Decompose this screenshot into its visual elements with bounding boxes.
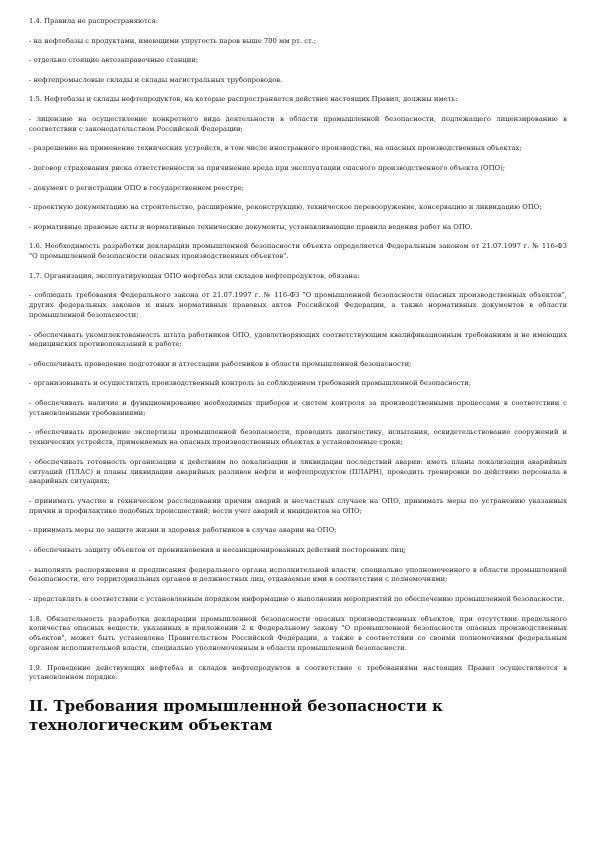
paragraph: - на нефтебазы с продуктами, имеющими упругость паров выше 700 мм рт. ст.; (29, 36, 317, 45)
paragraph: - лицензию на осуществление конкретного вида деятельности в области промышленной безопасности, подлежащего лицензированию в соответствии с законодательством Российской Федерации; (29, 114, 567, 133)
paragraph: - обеспечивать проведение подготовки и аттестации работников в области промышленной безопасности; (29, 359, 412, 368)
document-body (29, 17, 567, 683)
paragraph: 1.7. Организация, эксплуатирующая ОПО нефтебаз или складов нефтепродуктов, обязана: (29, 271, 360, 280)
paragraph: 1.6. Необходимость разработки декларации промышленной безопасности объекта определяется Федеральным законом от 21.07.1997 г. № 116-ФЗ "О промышленной безопасности опасных производственных объектов". (29, 242, 567, 261)
paragraph: - обеспечивать готовность организации к действиям по локализации и ликвидации последствий аварии: иметь планы локализации аварийных ситуаций (ПЛАС) и планы ликвидации аварийных разливов нефти и нефтепродуктов (ПЛАРН), проводить тренировки по действию персонала в аварийных ситуациях; (29, 457, 567, 486)
paragraph: 1.9. Проведение действующих нефтебаз и складов нефтепродуктов в соответствие с требованиями настоящих Правил осуществляется в установленном порядке. (29, 663, 567, 682)
paragraph: - соблюдать требования Федерального закона от 21.07.1997 г. № 116-ФЗ "О промышленной безопасности опасных производственных объектов", других федеральных законов и иных нормативных правовых актов Российской Федерации, а также нормативных документов в области промышленной безопасности; (29, 291, 567, 319)
paragraph: 1.5. Нефтебазы и склады нефтепродуктов, на которые распространяется действие настоящих Правил, должны иметь: (29, 95, 458, 104)
paragraph: - выполнять распоряжения и предписания федерального органа исполнительной власти, специально уполномоченного в области промышленной безопасности, его территориальных органов и должностных лиц, отдаваемые ими в соответствии с полномочиями; (29, 565, 567, 584)
paragraph: - договор страхования риска ответственности за причинение вреда при эксплуатации опасного производственного объекта (ОПО); (29, 163, 506, 172)
paragraph: 1.4. Правила не распространяются: (29, 17, 159, 25)
paragraph: - представлять в соответствии с установленным порядком информацию о выполнении мероприятий по обеспечению промышленной безопасности. (29, 595, 565, 604)
paragraph: - нормативные правовые акты и нормативные технические документы, устанавливающие правила ведения работ на ОПО. (29, 222, 473, 231)
paragraph: - отдельно стоящие автозаправочные станции; (29, 56, 199, 65)
paragraph: - документ о регистрации ОПО в государственном реестре; (29, 183, 244, 192)
paragraph: - обеспечивать проведение экспертизы промышленной безопасности, проводить диагностику, испытания, освидетельствование сооружений и технических устройств, применяемых на опасных производственных объектах в установленные сроки; (29, 428, 567, 447)
paragraph: 1.8. Обязательность разработки декларации промышленной безопасности опасных производственных объектов, при отсутствии предельного количества опасных веществ, указанных в приложении 2 к Федеральному закону "О промышленной безопасности опасных производственных объектов", может быть установлена Правительством Российской Федерации, а также в соответствии со своими полномочиями федеральным органом исполнительной власти, специально уполномоченным в области промышленной безопасности. (29, 614, 567, 652)
section-heading: II. Требования промышленной безопасности к технологическим объектам (29, 697, 443, 735)
paragraph: - обеспечивать защиту объектов от проникновения и несанкционированных действий посторонних лиц; (29, 546, 406, 555)
paragraph: - разрешение на применение технических устройств, в том числе иностранного производства, на опасных производственных объектах; (29, 144, 522, 153)
paragraph: - обеспечивать наличие и функционирование необходимых приборов и систем контроля за производственными процессами в соответствии с установленными требованиями; (29, 399, 567, 417)
paragraph: - проектную документацию на строительство, расширение, реконструкцию, техническое перевооружение, консервацию и ликвидацию ОПО; (29, 203, 542, 212)
paragraph: - принимать меры по защите жизни и здоровья работников в случае аварии на ОПО; (29, 526, 337, 535)
paragraph: - обеспечивать укомплектованность штата работников ОПО, удовлетворяющих соответствующим квалификационным требованиям и не имеющих медицинских противопоказаний к работе; (29, 330, 567, 349)
paragraph: - организовывать и осуществлять производственный контроль за соблюдением требований промышленной безопасности; (29, 379, 472, 388)
paragraph: - нефтепромысловые склады и склады магистральных трубопроводов. (29, 75, 283, 84)
paragraph: - принимать участие в техническом расследовании причин аварий и несчастных случаев на ОПО, принимать меры по устранению указанных причин и профилактике подобных происшествий; вести учет аварий и инцидентов на ОПО; (29, 497, 567, 515)
document-page (29, 17, 567, 735)
